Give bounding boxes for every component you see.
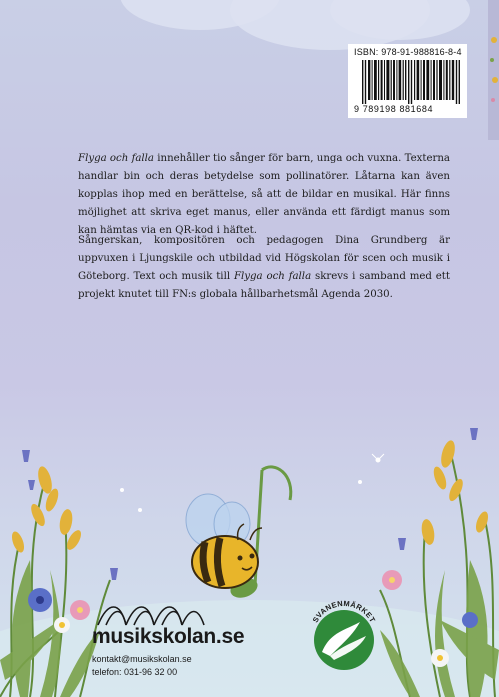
bee-icon [186,494,262,588]
isbn-barcode-box [348,44,467,118]
author-bio-text: Sångerskan, kompositören och pedagogen Dina Grundberg är uppvuxen i Ljungskile och utbildad vid Högskolan för scen och musik i Göteborg. Text och musik till [78,235,450,282]
isbn-label: ISBN: 978-91-988816-8-4 [354,47,462,57]
publisher-phone: telefon: 031-96 32 00 [92,667,178,677]
barcode-graphic [362,60,460,104]
book-title: Flyga och falla [78,153,155,164]
dandelion-seeds [121,454,385,512]
author-bio-text: skrevs i samband med ett projekt knutet till FN:s globala hållbarhetsmål Agenda 2030. [78,271,450,300]
publisher-logo [92,597,252,697]
bellflowers-right [398,428,478,550]
publisher-name: musikskolan.se [92,625,245,648]
publisher-email: kontakt@musikskolan.se [92,654,192,664]
ecolabel-text: SVANENMÄRKET [310,598,378,625]
wheat-right [420,439,491,546]
barcode-digits: 9 789198 881684 [354,104,434,114]
description-text: innehåller tio sånger för barn, unga och vuxna. Texterna handlar bin och deras betydelse som pollinatörer. Låtarna kan även kopplas ihop med en berättelse, så att de bildar en musikal. Här finns möjlighet att skriva eget manus, eller använda ett färdigt manus som kan hämtas via en QR-kod i häftet. [78,153,450,236]
music-note-icon [255,467,291,585]
spine-edge [488,0,499,140]
book-title: Flyga och falla [233,271,312,282]
musikskolan-wave-icon [96,597,206,627]
swan-ecolabel-icon [300,590,388,682]
description-paragraph-1 [78,150,450,240]
wheat-left [10,465,84,554]
description-paragraph-2 [78,232,450,304]
